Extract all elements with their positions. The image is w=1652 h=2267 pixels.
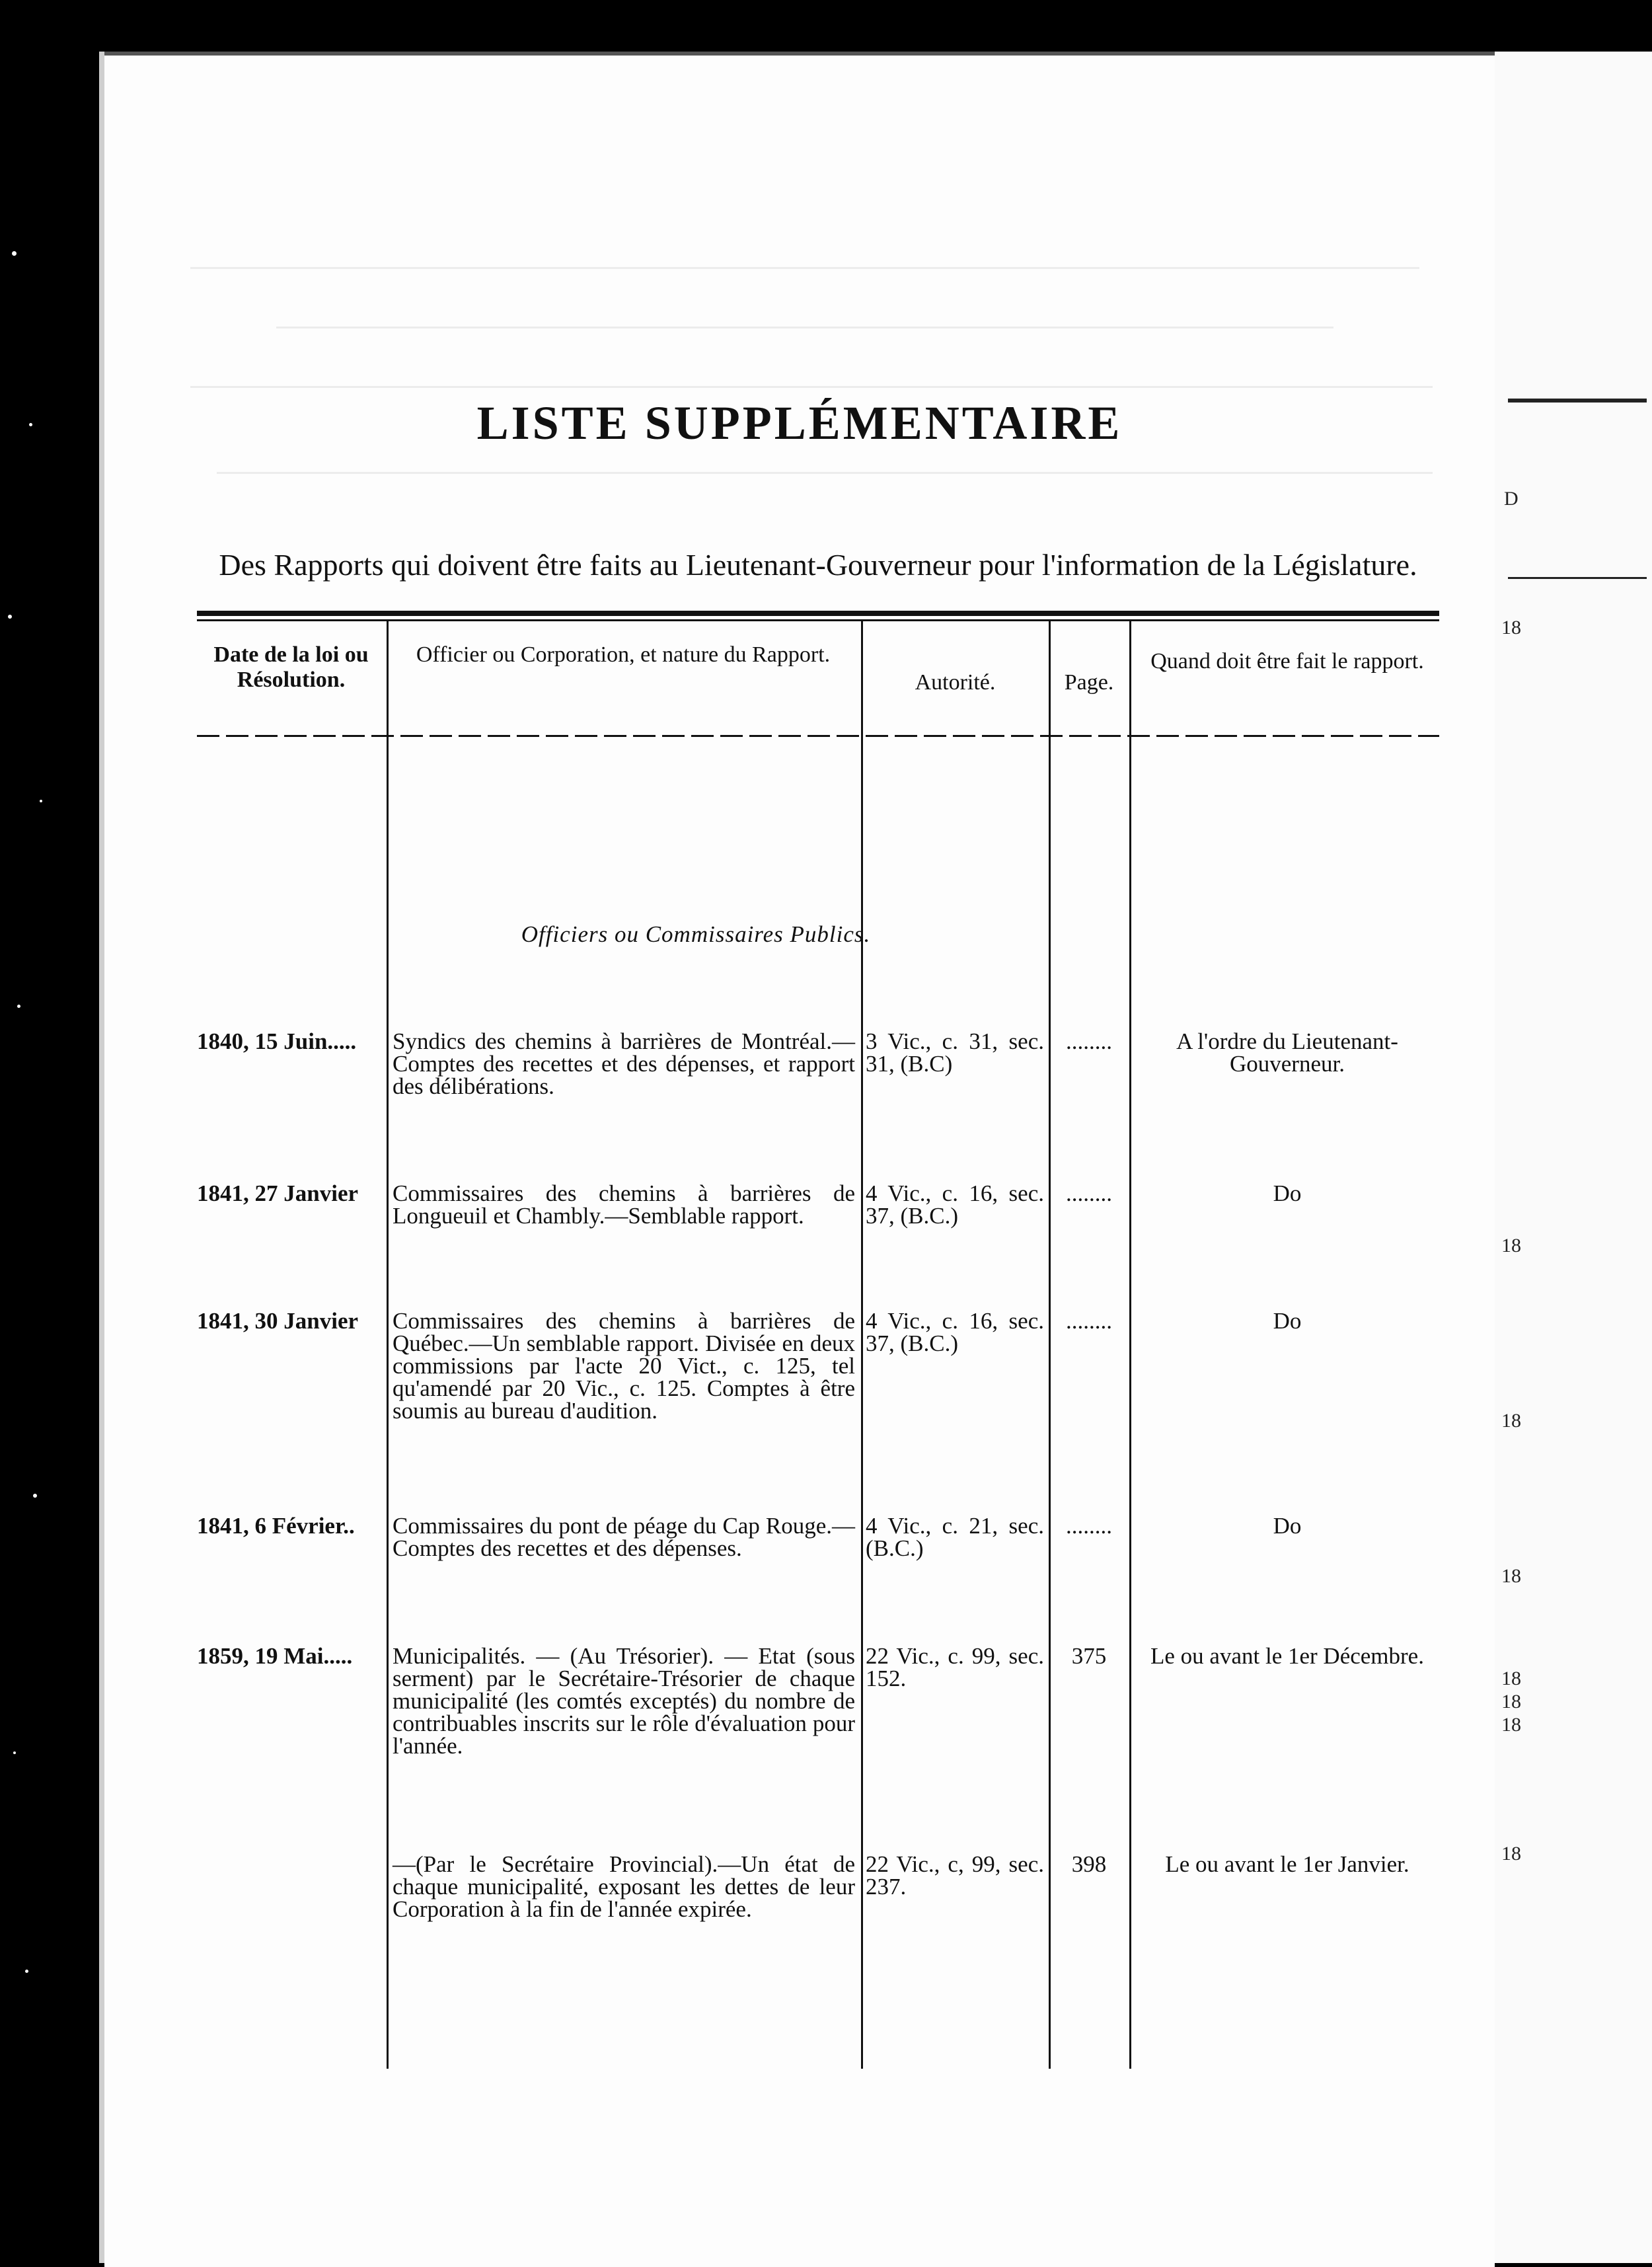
row-1-authority: 3 Vic., c. 31, sec. 31, (B.C) <box>866 1028 1044 1077</box>
adjacent-fragment: 18 <box>1501 1668 1521 1689</box>
document-page <box>104 52 1495 2267</box>
page-subtitle: Des Rapports qui doivent être faits au Lieutenant-Gouverneur pour l'information de la Législature. <box>219 548 1417 582</box>
row-2-date: 1841, 27 Janvier <box>197 1180 359 1206</box>
row-3-page: ........ <box>1066 1308 1112 1334</box>
scan-speck <box>8 615 12 619</box>
row-5-authority: 22 Vic., c. 99, sec. 152. <box>866 1643 1044 1691</box>
row-4-officer: Commissaires du pont de péage du Cap Rouge.—Comptes des recettes et des dépenses. <box>393 1513 855 1561</box>
row-2-when: Do <box>1273 1180 1302 1206</box>
row-2-officer: Commissaires des chemins à barrières de Longueuil et Chambly.—Semblable rapport. <box>393 1180 855 1229</box>
page-edge <box>99 52 104 2263</box>
row-4-when: Do <box>1273 1513 1302 1539</box>
row-6-when: Le ou avant le 1er Janvier. <box>1165 1851 1409 1877</box>
adjacent-fragment: 18 <box>1501 1235 1521 1256</box>
header-officer: Officier ou Corporation, et nature du Rapport. <box>416 642 831 667</box>
column-divider <box>387 621 389 2069</box>
header-when: Quand doit être fait le rapport. <box>1150 649 1424 673</box>
table-top-rule-thin <box>197 619 1439 621</box>
scan-speck <box>13 1751 16 1754</box>
column-divider <box>1129 621 1131 2069</box>
row-4-date: 1841, 6 Février.. <box>197 1513 355 1539</box>
adjacent-fragment: 18 <box>1501 1714 1521 1736</box>
adjacent-fragment: 18 <box>1501 1410 1521 1432</box>
row-5-officer: Municipalités. — (Au Trésorier). — Etat (sous serment) par le Secrétaire-Trésorier de chaque municipalité (les comtés exceptés) du nombre de contribuables inscrits sur le rôle d'évaluation pour l'année. <box>393 1643 855 1759</box>
scan-speck <box>33 1494 37 1498</box>
section-heading: Officiers ou Commissaires Publics. <box>521 921 871 947</box>
row-1-page: ........ <box>1066 1028 1112 1054</box>
scan-speck <box>17 1005 20 1008</box>
row-4-authority: 4 Vic., c. 21, sec. (B.C.) <box>866 1513 1044 1561</box>
scan-speck <box>25 1970 28 1973</box>
row-2-page: ........ <box>1066 1180 1112 1206</box>
row-5-date: 1859, 19 Mai..... <box>197 1643 353 1669</box>
adjacent-fragment: 18 <box>1501 1565 1521 1587</box>
header-bottom-rule <box>197 735 1439 737</box>
row-1-officer: Syndics des chemins à barrières de Montréal.—Comptes des recettes et des dépenses, et rapport des délibérations. <box>393 1028 855 1099</box>
row-3-date: 1841, 30 Janvier <box>197 1308 359 1334</box>
page-title: LISTE SUPPLÉMENTAIRE <box>476 397 1123 449</box>
adjacent-fragment: 18 <box>1501 617 1521 638</box>
header-date: Date de la loi ou Résolution. <box>213 642 369 692</box>
scan-speck <box>29 423 32 426</box>
row-1-when: A l'ordre du Lieutenant-Gouverneur. <box>1176 1028 1398 1077</box>
adjacent-fragment: 18 <box>1501 1691 1521 1712</box>
header-authority: Autorité. <box>915 670 996 695</box>
show-through <box>217 472 1433 474</box>
adjacent-fragment: D <box>1504 488 1519 510</box>
row-1-date: 1840, 15 Juin..... <box>197 1028 357 1054</box>
scan-speck <box>40 800 42 802</box>
row-3-authority: 4 Vic., c. 16, sec. 37, (B.C.) <box>866 1308 1044 1356</box>
row-3-when: Do <box>1273 1308 1302 1334</box>
row-2-authority: 4 Vic., c. 16, sec. 37, (B.C.) <box>866 1180 1044 1229</box>
show-through <box>190 386 1433 388</box>
row-4-page: ........ <box>1066 1513 1112 1539</box>
adjacent-rule <box>1508 399 1647 403</box>
column-divider <box>861 621 863 2069</box>
column-divider <box>1049 621 1051 2069</box>
adjacent-rule <box>1508 577 1647 579</box>
adjacent-fragment: 18 <box>1501 1843 1521 1864</box>
row-6-officer: —(Par le Secrétaire Provincial).—Un état de chaque municipalité, exposant les dettes de leur Corporation à la fin de l'année expirée. <box>393 1851 855 1922</box>
show-through <box>276 327 1333 328</box>
row-6-page: 398 <box>1071 1851 1107 1877</box>
row-3-officer: Commissaires des chemins à barrières de Québec.—Un semblable rapport. Divisée en deux commissions par l'acte 20 Vict., c. 125, tel qu'amendé par 20 Vic., c. 125. Comptes à être soumis au bureau d'audition. <box>393 1308 855 1424</box>
table-top-rule <box>197 611 1439 616</box>
row-5-page: 375 <box>1071 1643 1107 1669</box>
row-6-authority: 22 Vic., c, 99, sec. 237. <box>866 1851 1044 1900</box>
scan-speck <box>12 251 17 256</box>
header-page: Page. <box>1064 670 1114 695</box>
adjacent-page <box>1495 52 1652 2263</box>
show-through <box>190 267 1419 269</box>
row-5-when: Le ou avant le 1er Décembre. <box>1150 1643 1424 1669</box>
